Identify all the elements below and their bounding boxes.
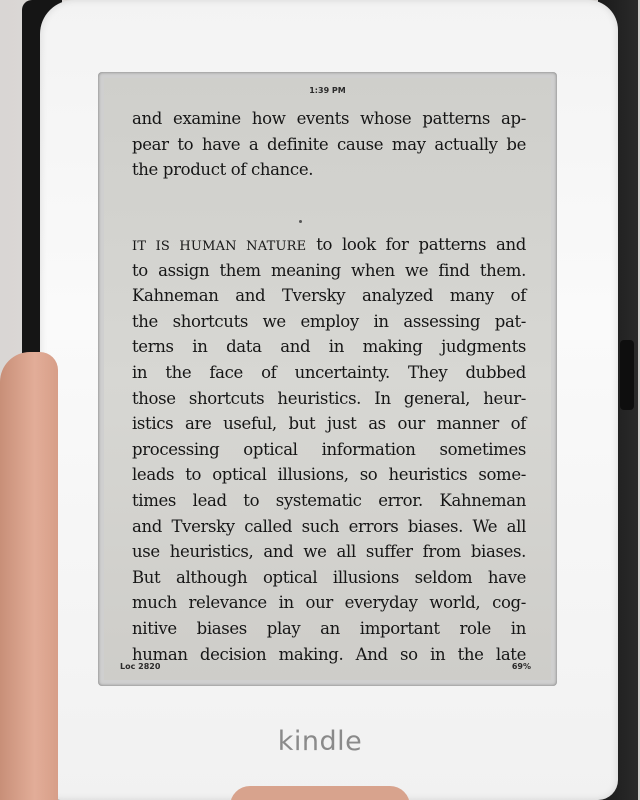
text-line: use heuristics, and we all suffer from biases.	[132, 542, 526, 562]
text-line: those shortcuts heuristics. In general, heur-	[132, 388, 526, 408]
holding-hand-bottom	[230, 786, 410, 800]
status-time: 1:39 PM	[309, 86, 346, 95]
text-line-lead	[132, 232, 526, 258]
text-line: nitive biases play an important role in	[132, 618, 526, 638]
lead-rest: to look for patterns and	[306, 235, 527, 254]
text-line: much relevance in our everyday world, cog-	[132, 593, 526, 613]
text-line: istics are useful, but just as our manner of	[132, 414, 526, 434]
text-line: pear to have a definite cause may actually be	[132, 134, 526, 154]
text-line: But although optical illusions seldom have	[132, 567, 526, 587]
text-line: terns in data and in making judgments	[132, 337, 526, 357]
text-line: Kahneman and Tversky analyzed many of	[132, 286, 526, 306]
reading-location: Loc 2820	[120, 662, 161, 671]
continuation-paragraph	[132, 106, 526, 183]
text-line: processing optical information sometimes	[132, 439, 526, 459]
reading-progress: 69%	[511, 662, 531, 671]
ereader-screen[interactable]	[104, 78, 551, 680]
section-break-mark	[299, 220, 302, 223]
text-line: the product of chance.	[132, 160, 314, 180]
text-line: in the face of uncertainty. They dubbed	[132, 362, 526, 382]
text-line: to assign them meaning when we find them.	[132, 260, 526, 280]
text-line: leads to optical illusions, so heuristics some-	[132, 465, 526, 485]
text-line: times lead to systematic error. Kahneman	[132, 490, 526, 510]
text-line: human decision making. And so in the late	[132, 644, 526, 664]
smallcaps-lead: IT IS HUMAN NATURE	[132, 239, 307, 254]
kindle-logo: kindle	[277, 726, 363, 757]
text-line: the shortcuts we employ in assessing pat-	[132, 311, 526, 331]
text-line: and examine how events whose patterns ap-	[132, 109, 526, 128]
main-paragraph	[132, 232, 526, 667]
text-line: and Tversky called such errors biases. We all	[132, 516, 526, 536]
holding-hand	[0, 352, 58, 800]
case-side-button[interactable]	[620, 340, 634, 410]
